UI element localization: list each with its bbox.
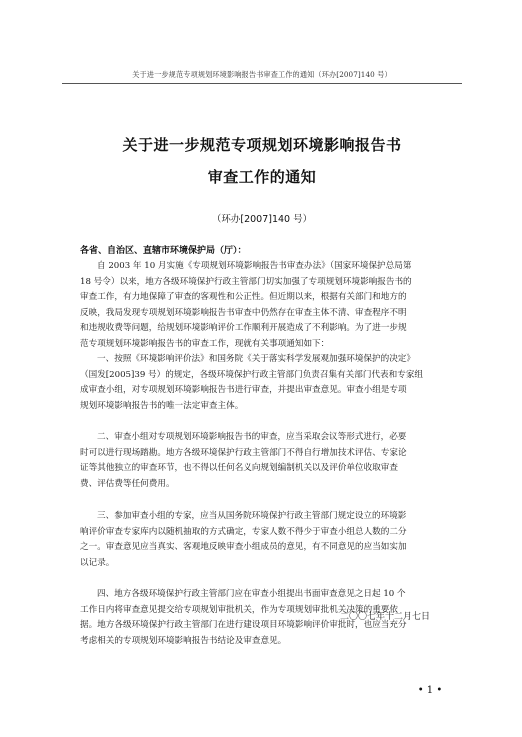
paragraph-item-3 bbox=[80, 509, 442, 571]
addressee: 各省、自治区、直辖市环境保护局（厅）： bbox=[80, 246, 247, 256]
body-line: 之一。审查意见应当真实、客观地反映审查小组成员的意见，有不同意见的应当如实加 bbox=[80, 542, 407, 553]
body-line: 规划环境影响报告书的唯一法定审查主体。 bbox=[80, 400, 244, 411]
body-line: 以记录。 bbox=[80, 557, 115, 568]
body-line: 证等其他独立的审查环节，也不得以任何名义向规划编制机关以及评价单位收取审查 bbox=[80, 463, 398, 474]
body-line: 四、地方各级环境保护行政主管部门应在审查小组提出书面审查意见之日起 10 个 bbox=[97, 589, 406, 599]
body-line: 二、审查小组对专项规划环境影响报告书的审查，应当采取会议等形式进行，必要 bbox=[97, 432, 407, 442]
document-title-line-1: 关于进一步规范专项规划环境影响报告书 bbox=[122, 136, 402, 154]
document-number: （环办[2007]140 号） bbox=[211, 214, 313, 225]
body-line: 范专项规划环境影响报告书的审查工作，现就有关事项通知如下： bbox=[80, 338, 330, 349]
body-line: （国发[2005]39 号）的规定，各级环境保护行政主管部门负责召集有关部门代表和专家组 bbox=[80, 369, 424, 380]
body-line: 18 号令）以来，地方各级环境保护行政主管部门切实加强了专项规划环境影响报告书的 bbox=[80, 276, 412, 287]
paragraph-intro bbox=[80, 259, 442, 353]
paragraph-item-1 bbox=[80, 352, 442, 414]
page-number: • 1 • bbox=[417, 685, 443, 696]
body-line: 成审查小组，对专项规划环境影响报告书进行审查，并提出审查意见。审查小组是专项 bbox=[80, 385, 407, 396]
body-line: 工作日内将审查意见提交给专项规划审批机关，作为专项规划审批机关决策的重要依 bbox=[80, 604, 398, 615]
body-line: 三、参加审查小组的专家，应当从国务院环境保护行政主管部门规定设立的环境影 bbox=[97, 511, 407, 521]
body-line: 考虑相关的专项规划环境影响报告书结论及审查意见。 bbox=[80, 635, 287, 646]
body-line: 一、按照《环境影响评价法》和国务院《关于落实科学发展观加强环境保护的决定》 bbox=[97, 354, 415, 364]
body-line: 审查工作，有力地保障了审查的客观性和公正性。但近期以来，根据有关部门和地方的 bbox=[80, 292, 407, 303]
header-divider bbox=[62, 83, 462, 84]
body-line: 和违规收费等问题，给规划环境影响评价工作顺利开展造成了不利影响。为了进一步规 bbox=[80, 323, 407, 334]
issue-date: 二〇〇七年十二月七日 bbox=[339, 612, 430, 622]
running-header: 关于进一步规范专项规划环境影响报告书审查工作的通知（环办[2007]140 号） bbox=[132, 70, 392, 79]
body-line: 据。地方各级环境保护行政主管部门在进行建设项目环境影响评价审批时，也应当充分 bbox=[80, 620, 407, 631]
body-line: 自 2003 年 10 月实施《专项规划环境影响报告书审查办法》（国家环境保护总局第 bbox=[97, 261, 412, 271]
body-line: 费、评估费等任何费用。 bbox=[80, 478, 175, 489]
document-title-line-2: 审查工作的通知 bbox=[207, 168, 317, 186]
body-line: 响评价审查专家库内以随机抽取的方式确定，专家人数不得少于审查小组总人数的二分 bbox=[80, 526, 407, 537]
body-line: 反映，我局发现专项规划环境影响报告书审查中仍然存在审查主体不清、审查程序不明 bbox=[80, 307, 407, 318]
body-line: 时可以进行现场踏勘。地方各级环境保护行政主管部门不得自行增加技术评估、专家论 bbox=[80, 447, 407, 458]
paragraph-item-2 bbox=[80, 430, 442, 492]
